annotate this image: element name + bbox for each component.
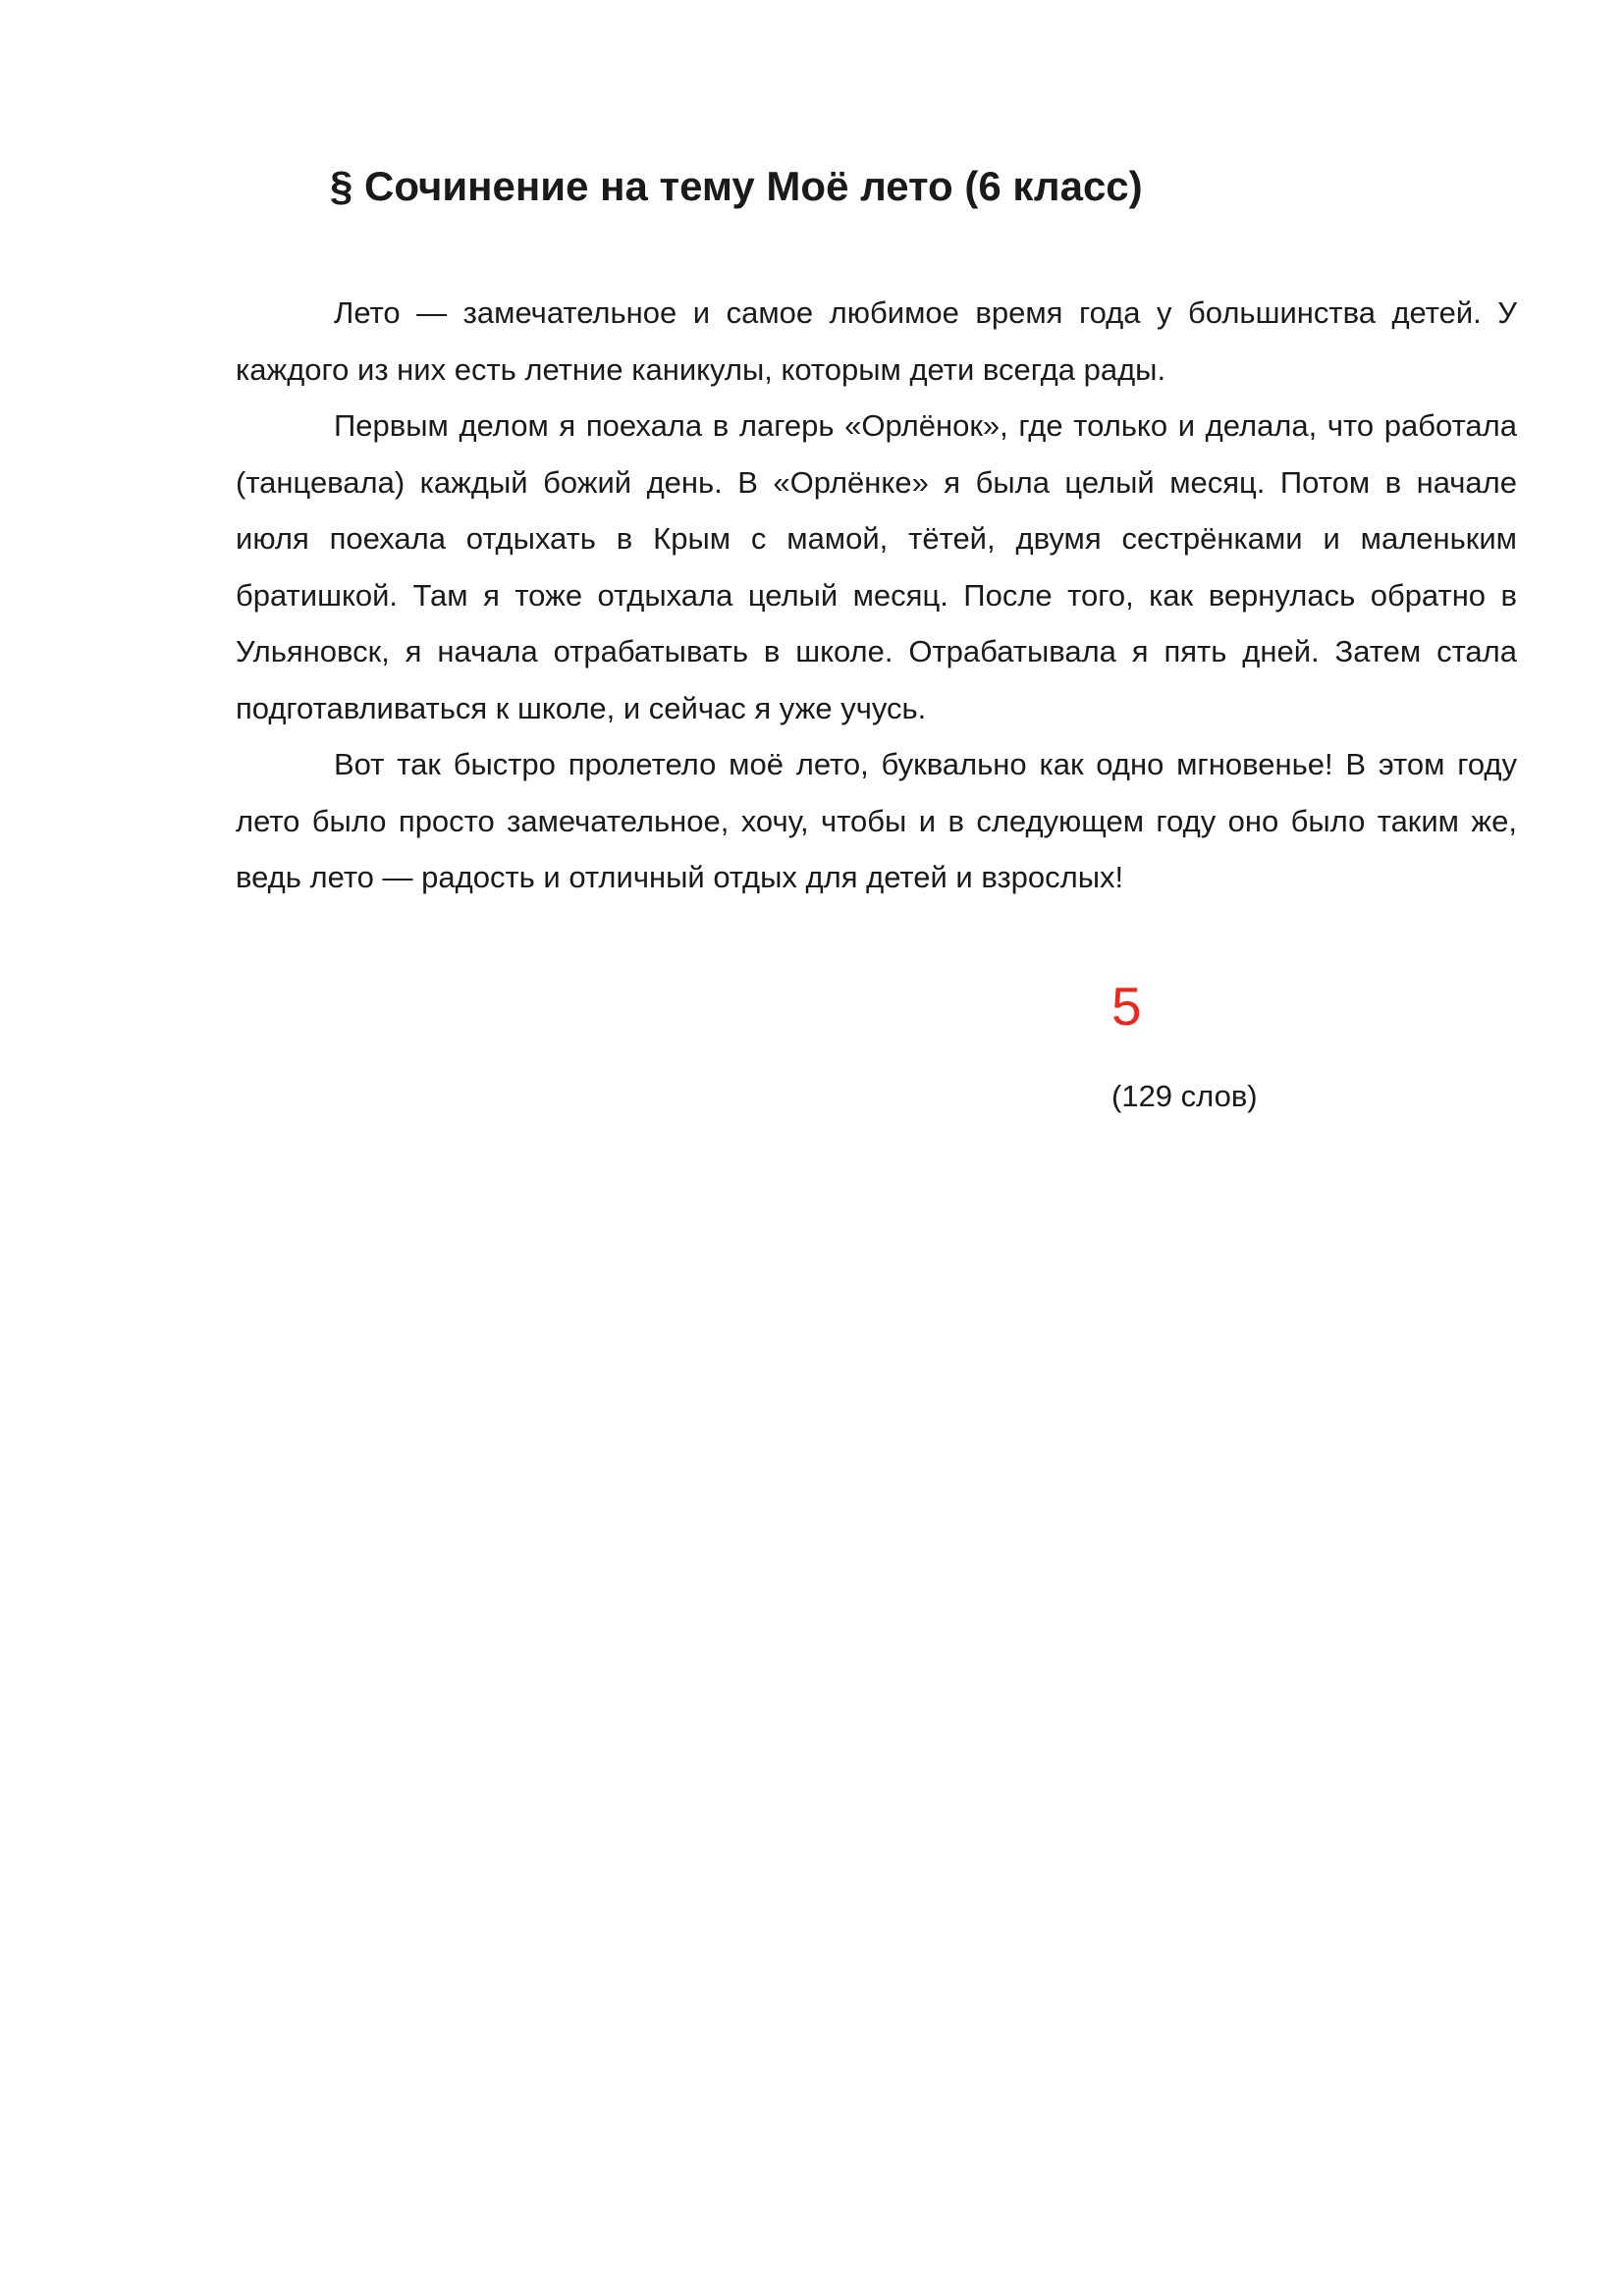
grade-mark: 5 xyxy=(1111,976,1142,1037)
word-count: (129 слов) xyxy=(1111,1079,1258,1113)
document-body xyxy=(236,285,1517,906)
document-title: § Сочинение на тему Моё лето (6 класс) xyxy=(330,163,1143,209)
paragraph-3: Вот так быстро пролетело моё лето, буквально как одно мгновенье! В этом году лето было просто замечательное, хочу, чтобы и в следующем году оно было таким же, ведь лето — радость и отличный отдых для детей и взрослых! xyxy=(236,747,1517,894)
paragraph-2: Первым делом я поехала в лагерь «Орлёнок», где только и делала, что работала (танцевала) каждый божий день. В «Орлёнке» я была целый месяц. Потом в начале июля поехала отдыхать в Крым с мамой, тётей, двумя сестрёнками и маленьким братишкой. Там я тоже отдыхала целый месяц. После того, как вернулась обратно в Ульяновск, я начала отрабатывать в школе. Отрабатывала я пять дней. Затем стала подготавливаться к школе, и сейчас я уже учусь. xyxy=(236,408,1517,725)
paragraph-1: Лето — замечательное и самое любимое время года у большинства детей. У каждого из них есть летние каникулы, которым дети всегда рады. xyxy=(236,295,1517,387)
